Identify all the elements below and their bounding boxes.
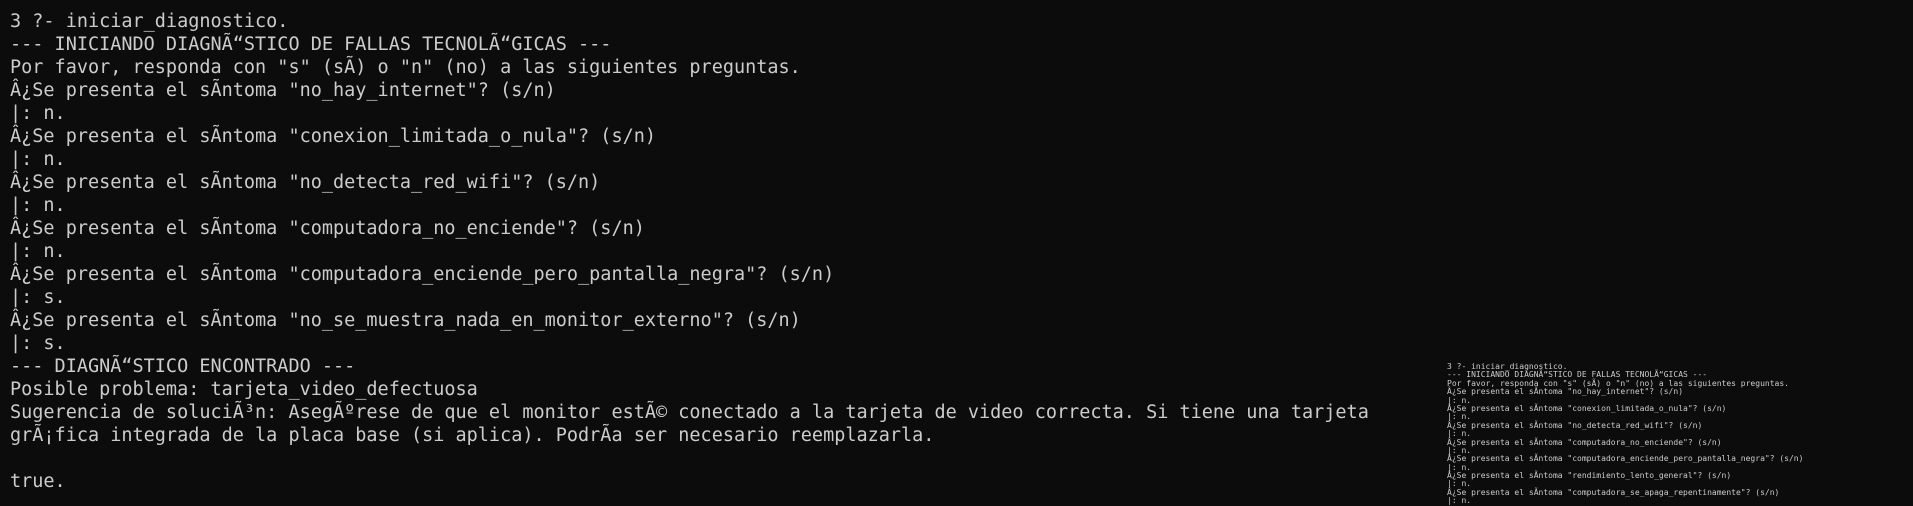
terminal-line-answer: |: n. (10, 149, 66, 170)
thumbnail-line: Â¿Se presenta el sÃntoma "rendimiento_lento_general"? (s/n) (1447, 471, 1732, 481)
thumbnail-line: |: n. (1447, 496, 1472, 506)
thumbnail-line: |: n. (1447, 462, 1472, 472)
thumbnail-line: --- INICIANDO DIAGNÃ“STICO DE FALLAS TECNOLÃ“GICAS --- (1447, 370, 1708, 380)
terminal-line-answer: |: n. (10, 241, 66, 262)
thumbnail-line: Â¿Se presenta el sÃntoma "no_hay_internet"? (s/n) (1447, 387, 1684, 397)
terminal-line-problem: Posible problema: tarjeta_video_defectuosa (10, 379, 478, 400)
terminal-line-answer: |: s. (10, 333, 66, 354)
thumbnail-line: |: n. (1447, 395, 1472, 405)
terminal-line-solution-cont: grÃ¡fica integrada de la placa base (si aplica). PodrÃa ser necesario reemplazarla. (10, 425, 935, 446)
thumbnail-line: 3 ?- iniciar_diagnostico. (1447, 363, 1568, 371)
terminal-preview-thumbnail[interactable] (1447, 363, 1913, 506)
thumbnail-line: |: n. (1447, 445, 1472, 455)
terminal-line-solution: Sugerencia de soluciÃ³n: AsegÃºrese de que el monitor estÃ© conectado a la tarjeta de video correcta. Si tiene una tarjeta (10, 402, 1369, 423)
terminal-line-answer: |: n. (10, 195, 66, 216)
terminal-line-question: Â¿Se presenta el sÃntoma "computadora_no_enciende"? (s/n) (10, 218, 645, 239)
terminal-line-question: Â¿Se presenta el sÃntoma "conexion_limitada_o_nula"? (s/n) (10, 126, 657, 147)
thumbnail-line: |: n. (1447, 429, 1472, 439)
terminal-line-instructions: Por favor, responda con "s" (sÃ) o "n" (no) a las siguientes preguntas. (10, 57, 801, 78)
terminal-line-result: true. (10, 471, 66, 492)
thumbnail-line: Â¿Se presenta el sÃntoma "computadora_se_apaga_repentinamente"? (s/n) (1447, 487, 1780, 497)
terminal-line-header: --- INICIANDO DIAGNÃ“STICO DE FALLAS TECNOLÃ“GICAS --- (10, 34, 612, 55)
terminal-line-question: Â¿Se presenta el sÃntoma "no_se_muestra_nada_en_monitor_externo"? (s/n) (10, 310, 801, 331)
terminal-line-answer: |: n. (10, 103, 66, 124)
terminal-line-question: Â¿Se presenta el sÃntoma "no_hay_internet"? (s/n) (10, 80, 556, 101)
thumbnail-line: Â¿Se presenta el sÃntoma "computadora_no_enciende"? (s/n) (1447, 437, 1722, 447)
thumbnail-line: Â¿Se presenta el sÃntoma "computadora_enciende_pero_pantalla_negra"? (s/n) (1447, 454, 1804, 464)
thumbnail-line: Â¿Se presenta el sÃntoma "conexion_limitada_o_nula"? (s/n) (1447, 403, 1727, 413)
thumbnail-line: Por favor, responda con "s" (sÃ) o "n" (no) a las siguientes preguntas. (1447, 378, 1789, 388)
terminal-line-query: 3 ?- iniciar_diagnostico. (10, 11, 289, 32)
terminal-line-answer: |: s. (10, 287, 66, 308)
terminal-line-question: Â¿Se presenta el sÃntoma "no_detecta_red_wifi"? (s/n) (10, 172, 601, 193)
thumbnail-line: |: n. (1447, 479, 1472, 489)
thumbnail-line: |: n. (1447, 412, 1472, 422)
terminal-line-diagnosis-header: --- DIAGNÃ“STICO ENCONTRADO --- (10, 356, 356, 377)
thumbnail-line: Â¿Se presenta el sÃntoma "no_detecta_red_wifi"? (s/n) (1447, 420, 1703, 430)
terminal-line-question: Â¿Se presenta el sÃntoma "computadora_enciende_pero_pantalla_negra"? (s/n) (10, 264, 835, 285)
